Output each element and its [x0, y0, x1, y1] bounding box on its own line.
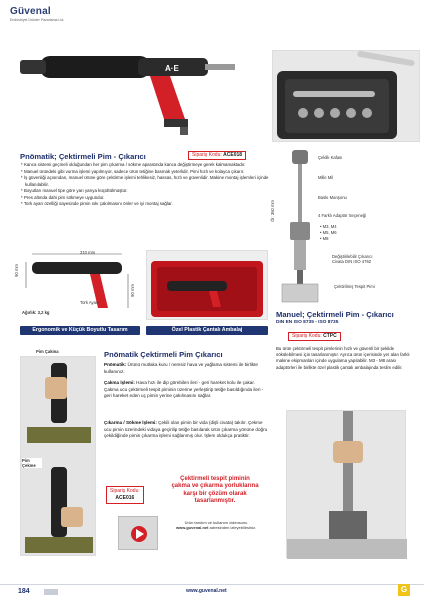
bullet-item: * Manuel üründeki gibi vurma işlemi yapılmıyor, sadece ürün tetiğine basmak yeterlidir. Pimi hızlı ve kolayca çıkarır.: [21, 168, 245, 174]
dim-torque: Tork Ayarı: [80, 300, 99, 305]
pneumatic-p1: Pnömatik: Ürünü mutlaka kuru / nemsiz hava ve yağlama sistemi ile birlikte kullanınız.: [104, 362, 258, 374]
tool-case-image: [272, 50, 420, 142]
bullet-item: * Boyutları manuel tipe göre yarı yarıya küçültülmüştür.: [21, 188, 128, 193]
diagram-label: Değiştirilebilir Çıkarıcı Civata DIN ISO 4762: [332, 254, 373, 264]
pneumatic-tool-image: [20, 34, 252, 142]
product2-code-label: Sipariş Kodu:: [292, 333, 322, 339]
page-number: 184: [18, 588, 30, 595]
product1-title: Pnömatik; Çektirmeli Pim - Çıkarıcı: [20, 152, 146, 161]
product1-code: ACE018: [223, 152, 243, 158]
play-icon: [119, 517, 159, 551]
video-thumbnail[interactable]: [118, 516, 158, 550]
diagram-label: Çeklik Kafası: [318, 155, 343, 160]
pneumatic-p3: Çıkarma / Sökme İşlemi: Çekili olan pimin bir vida (dişli civata) takılır. Çekme ucu pimin üzerindeki vidaya geçirilip tetiğe basılarak ürün çıkarma yönüne doğru çekildiğinde pimin çıkarma işlemi sağlanmış olur. İşlem oldukça pratiktir.: [104, 420, 268, 438]
manual-tool-diagram: [280, 148, 320, 303]
brand-name: Güvenal: [10, 6, 51, 17]
pneumatic-code-box: [106, 486, 144, 504]
product2-title: Manuel; Çektirmeli Pim - Çıkarıcı: [276, 310, 394, 319]
diagram-label: • M8: [320, 236, 329, 241]
pneumatic-promo: Çektirmeli tespit piminin çakma ve çıkarma yorluklarına karşı bir çözüm olarak tasarlanmıştır.: [171, 476, 259, 505]
footer-marker: [44, 589, 58, 595]
video-link[interactable]: www.guvenal.net adresinden izleyebilirsiniz.: [175, 525, 257, 531]
brand-logo: [10, 6, 80, 26]
diagram-label: • M5, M6: [320, 230, 337, 235]
manual-usage-photo: [286, 410, 406, 558]
red-case-image: [146, 250, 268, 320]
product1-code-label: Sipariş Kodu:: [192, 152, 222, 158]
product2-description: Bu ürün çektirmeli tespit pimlerinin hızlı ve güvenli bir şekilde sökülebilmesi için tasarlanmıştır. Ayrıca ürün içerisinde yer alan farklı makine ekipmanları içinde uygulama yapılabilir. M3 - M8 arası adaptörleri ile birlikte özel plastik çantalı ambalajında teslim edilir.: [276, 346, 410, 370]
pneumatic-code: ACE016: [115, 495, 135, 501]
product-weight: Ağırlık: 3,2 kg: [22, 310, 50, 315]
diagram-label: 4 Farklı Adaptör Seçeneği: [318, 213, 367, 218]
dim-grip: 90 mm: [130, 284, 135, 297]
side-label-top: Pim Çakma: [36, 349, 59, 354]
product2-din: DIN EN ISO 8735 - ISO 8735: [276, 320, 339, 325]
dim-length: 310 mm: [80, 250, 96, 255]
pneumatic-usage-photo: [20, 356, 96, 556]
bullet-item: * İş güvenliği açısından, manuel ürüne göre çektirme işlemi tehlikesiz, hassas, hızlı ve güvenlidir. Makine montaj işlemleri içinde kullanılabilir.: [21, 175, 269, 187]
side-label-bottom: Pim Çekme: [22, 458, 42, 468]
bullet-item: * Pres altında dahi pim sökmeye uygundur.: [21, 194, 105, 200]
pneumatic-p2: Çakma İşlemi: Hava hızı ile dip görebilen ileri - geri hareket kolu ile çakar. Çakma ucu çektirmeli tespit piminin üzerine yerleştirip tetiğe basıldığında ileri - geri hareket eden uç pimin yerine çakılmasını sağlar.: [104, 380, 264, 398]
diagram-side-label: Ör. 360 mm: [270, 200, 275, 222]
pneumatic-section-title: Pnömatik Çektirmeli Pim Çıkarıcı: [104, 350, 223, 359]
dim-height: 90 mm: [14, 264, 19, 277]
brand-tagline: Endüstriyel Ürünler Pazarlama Ltd.: [10, 18, 65, 22]
diagram-label: Baskı Manşonu: [318, 195, 347, 200]
diagram-label: • M3, M4: [320, 224, 337, 229]
bullet-item: * Kanca sistemi geçmeli olduğundan her pim çıkarma / sökme aparatında kanca değiştirmeye gerek kalmamaktadır.: [21, 162, 246, 167]
video-line1: Ürün tanıtım ve kullanım videosunu: [184, 520, 248, 525]
pneumatic-code-label: Sipariş Kodu:: [110, 488, 140, 494]
bar-ergonomic: Ergonomik ve Küçük Boyutlu Tasarım: [20, 326, 140, 335]
product2-code: CTPC: [323, 333, 337, 339]
product1-bullets: [20, 162, 270, 208]
svg-text:A·E: A·E: [165, 64, 179, 73]
video-info: [166, 520, 266, 530]
diagram-label: Çektirilmiş Tespit Pimi: [334, 284, 375, 289]
product1-code-box: [188, 151, 246, 160]
product2-code-box: [288, 332, 341, 341]
bullet-item: * Tork ayarı özelliği sayesinde pimin sıkı çakılmasını önler ve iyi montaj sağlar.: [21, 201, 173, 206]
footer-url[interactable]: www.guvenal.net: [186, 588, 227, 594]
footer-divider: [0, 584, 424, 585]
diagram-label: Mille Mil: [318, 175, 334, 180]
bar-packaging: Özel Plastik Çantalı Ambalaj: [146, 326, 268, 335]
footer-tab: G: [398, 584, 410, 596]
